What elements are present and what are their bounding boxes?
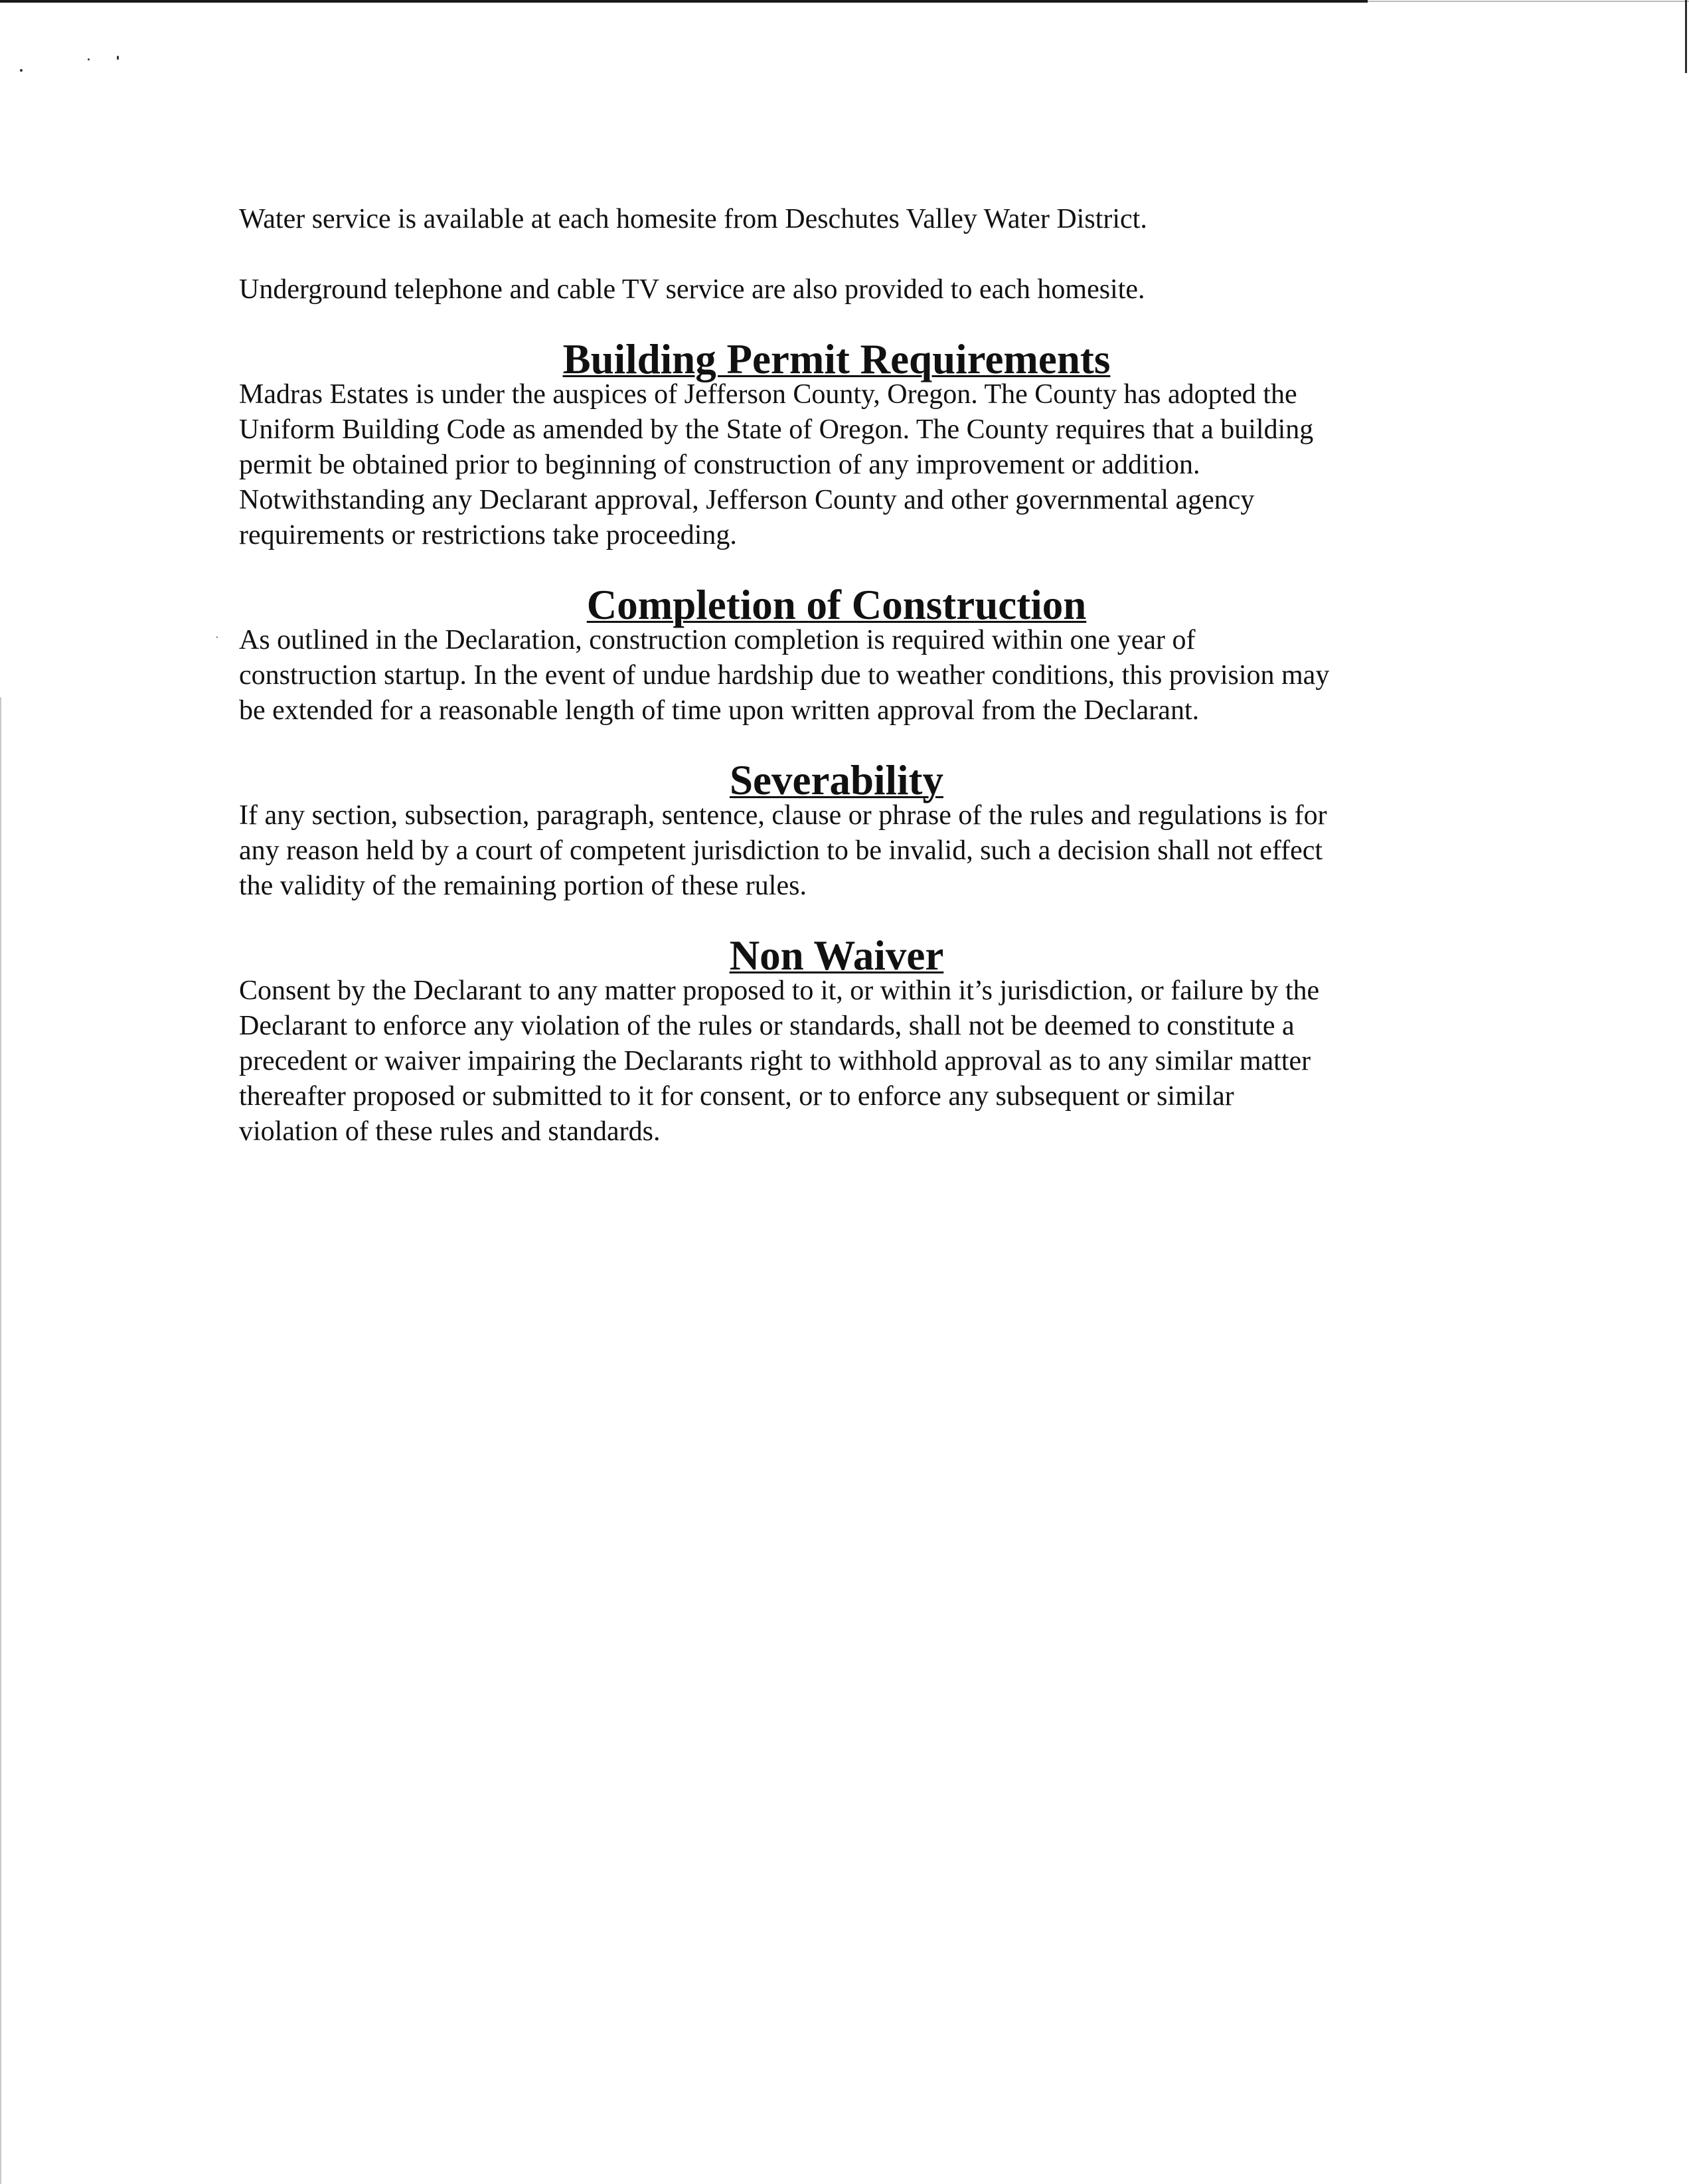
severability-heading: Severability — [730, 757, 943, 803]
water-service-paragraph — [239, 202, 1434, 237]
telephone-service-paragraph — [239, 272, 1434, 307]
text-line: the validity of the remaining portion of these rules. — [239, 871, 807, 901]
building-permit-paragraph — [239, 377, 1434, 553]
text-line: permit be obtained prior to beginning of construction of any improvement or addition. — [239, 450, 1200, 480]
text-line: As outlined in the Declaration, construction completion is required within one year of — [239, 625, 1196, 655]
text-line: Water service is available at each homesite from Deschutes Valley Water District. — [239, 204, 1147, 234]
text-line: thereafter proposed or submitted to it for consent, or to enforce any subsequent or similar — [239, 1081, 1234, 1112]
text-line: Madras Estates is under the auspices of Jefferson County, Oregon. The County has adopted the — [239, 379, 1297, 410]
paragraph-gap — [239, 237, 1434, 272]
scan-speck — [20, 69, 23, 72]
text-line: Underground telephone and cable TV service are also provided to each homesite. — [239, 274, 1145, 305]
scan-speck — [216, 636, 218, 638]
completion-of-construction-heading: Completion of Construction — [586, 582, 1087, 628]
severability-paragraph — [239, 798, 1434, 904]
text-line: If any section, subsection, paragraph, sentence, clause or phrase of the rules and regulations is for — [239, 800, 1327, 831]
text-line: any reason held by a court of competent jurisdiction to be invalid, such a decision shall not effect — [239, 835, 1323, 866]
text-line: Notwithstanding any Declarant approval, Jefferson County and other governmental agency — [239, 485, 1255, 515]
text-line: be extended for a reasonable length of time upon written approval from the Declarant. — [239, 695, 1200, 726]
scan-top-border — [0, 0, 1368, 3]
text-line: Declarant to enforce any violation of the rules or standards, shall not be deemed to constitute a — [239, 1011, 1295, 1041]
text-line: precedent or waiver impairing the Declarants right to withhold approval as to any similar matter — [239, 1046, 1311, 1076]
text-line: Consent by the Declarant to any matter proposed to it, or within it’s jurisdiction, or failure by the — [239, 975, 1320, 1006]
scan-speck — [88, 58, 90, 60]
text-line: construction startup. In the event of undue hardship due to weather conditions, this provision may — [239, 660, 1330, 691]
scan-speck — [117, 56, 119, 60]
text-line: requirements or restrictions take proceeding. — [239, 520, 737, 550]
text-line: Uniform Building Code as amended by the State of Oregon. The County requires that a building — [239, 414, 1314, 445]
non-waiver-paragraph — [239, 973, 1434, 1149]
building-permit-heading: Building Permit Requirements — [562, 336, 1111, 382]
scan-left-border — [0, 697, 1, 2184]
text-line: violation of these rules and standards. — [239, 1116, 661, 1147]
non-waiver-heading: Non Waiver — [729, 932, 944, 979]
scan-right-border — [1685, 0, 1687, 73]
scan-top-border-fade — [1368, 1, 1689, 2]
document-body — [239, 202, 1434, 1149]
completion-of-construction-paragraph — [239, 623, 1434, 728]
